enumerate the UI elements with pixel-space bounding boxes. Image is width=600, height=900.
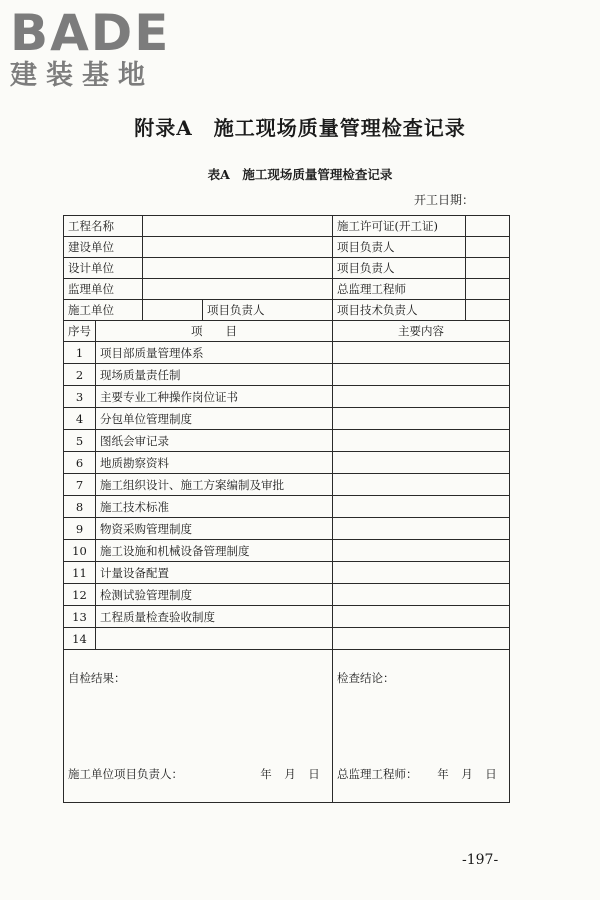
inspection-year: 年 [437, 767, 449, 781]
logo-main-text: BADE [10, 4, 171, 62]
item-number: 1 [64, 342, 96, 364]
item-name: 施工技术标准 [96, 496, 333, 518]
item-name: 物资采购管理制度 [96, 518, 333, 540]
design-unit-value[interactable] [143, 258, 333, 279]
design-unit-label: 设计单位 [64, 258, 143, 279]
self-check-year: 年 [260, 767, 272, 781]
self-check-date [254, 766, 326, 782]
page-number: -197- [462, 852, 499, 868]
item-number: 12 [64, 584, 96, 606]
start-date-label: 开工日期： [414, 193, 475, 207]
item-number: 10 [64, 540, 96, 562]
appendix-title: 附录A 施工现场质量管理检查记录 [134, 116, 466, 140]
item-number: 3 [64, 386, 96, 408]
inspection-date [431, 766, 503, 782]
table-row [64, 496, 510, 518]
item-content[interactable] [333, 408, 510, 430]
signature-row [64, 650, 510, 803]
item-content[interactable] [333, 474, 510, 496]
item-name: 现场质量责任制 [96, 364, 333, 386]
builder-unit-label: 建设单位 [64, 237, 143, 258]
logo-sub-text: 建装基地 [10, 60, 154, 91]
item-number: 13 [64, 606, 96, 628]
project-name-label: 工程名称 [64, 216, 143, 237]
table-row [64, 606, 510, 628]
row-design-unit [64, 258, 510, 279]
inspection-signer: 总监理工程师： [337, 767, 418, 781]
builder-project-lead-label: 项目负责人 [333, 237, 466, 258]
table-row [64, 540, 510, 562]
table-row [64, 518, 510, 540]
item-content[interactable] [333, 584, 510, 606]
construction-unit-value[interactable] [143, 300, 203, 321]
item-content[interactable] [333, 496, 510, 518]
table-row [64, 584, 510, 606]
table-row [64, 430, 510, 452]
item-name: 主要专业工种操作岗位证书 [96, 386, 333, 408]
inspection-record-table [63, 215, 510, 803]
construction-permit-value[interactable] [466, 216, 510, 237]
item-number: 4 [64, 408, 96, 430]
builder-project-lead-value[interactable] [466, 237, 510, 258]
item-name: 项目部质量管理体系 [96, 342, 333, 364]
inspection-conclusion-cell[interactable] [333, 650, 510, 803]
supervision-unit-label: 监理单位 [64, 279, 143, 300]
inspection-month: 月 [461, 767, 473, 781]
item-number: 5 [64, 430, 96, 452]
table-row [64, 408, 510, 430]
item-content[interactable] [333, 364, 510, 386]
inspection-footer [337, 766, 503, 782]
item-content[interactable] [333, 540, 510, 562]
technical-lead-label: 项目技术负责人 [333, 300, 466, 321]
table-row [64, 364, 510, 386]
construction-project-lead-label: 项目负责人 [207, 303, 265, 317]
item-name: 分包单位管理制度 [96, 408, 333, 430]
table-title: 表A 施工现场质量管理检查记录 [207, 167, 393, 182]
item-name [96, 628, 333, 650]
column-header-item: 项 目 [96, 321, 333, 342]
item-name: 施工组织设计、施工方案编制及审批 [96, 474, 333, 496]
item-content[interactable] [333, 562, 510, 584]
project-name-value[interactable] [143, 216, 333, 237]
row-project-name [64, 216, 510, 237]
item-name: 工程质量检查验收制度 [96, 606, 333, 628]
logo [10, 6, 170, 92]
table-row [64, 386, 510, 408]
item-content[interactable] [333, 606, 510, 628]
column-header-content: 主要内容 [333, 321, 510, 342]
item-content[interactable] [333, 452, 510, 474]
item-content[interactable] [333, 430, 510, 452]
item-rows [64, 342, 510, 650]
item-name: 检测试验管理制度 [96, 584, 333, 606]
construction-project-lead [203, 300, 333, 321]
item-number: 6 [64, 452, 96, 474]
item-number: 14 [64, 628, 96, 650]
row-construction-unit [64, 300, 510, 321]
item-name: 计量设备配置 [96, 562, 333, 584]
item-name: 地质勘察资料 [96, 452, 333, 474]
design-project-lead-label: 项目负责人 [333, 258, 466, 279]
item-content[interactable] [333, 518, 510, 540]
supervision-unit-value[interactable] [143, 279, 333, 300]
row-supervision-unit [64, 279, 510, 300]
table-row [64, 342, 510, 364]
item-content[interactable] [333, 386, 510, 408]
item-number: 7 [64, 474, 96, 496]
item-content[interactable] [333, 342, 510, 364]
inspection-day: 日 [485, 767, 497, 781]
construction-permit-label: 施工许可证(开工证) [333, 216, 466, 237]
chief-supervisor-label: 总监理工程师 [333, 279, 466, 300]
builder-unit-value[interactable] [143, 237, 333, 258]
item-name: 施工设施和机械设备管理制度 [96, 540, 333, 562]
self-check-signer: 施工单位项目负责人： [68, 767, 183, 781]
inspection-conclusion-label: 检查结论： [337, 671, 395, 685]
column-header-row [64, 321, 510, 342]
self-check-label: 自检结果： [68, 671, 126, 685]
self-check-footer [68, 766, 326, 782]
table-row [64, 452, 510, 474]
item-content[interactable] [333, 628, 510, 650]
table-row [64, 628, 510, 650]
item-number: 2 [64, 364, 96, 386]
self-check-month: 月 [284, 767, 296, 781]
column-header-seq: 序号 [64, 321, 96, 342]
table-row [64, 562, 510, 584]
item-name: 图纸会审记录 [96, 430, 333, 452]
item-number: 8 [64, 496, 96, 518]
self-check-day: 日 [308, 767, 320, 781]
row-builder-unit [64, 237, 510, 258]
item-number: 11 [64, 562, 96, 584]
item-number: 9 [64, 518, 96, 540]
construction-unit-label: 施工单位 [64, 300, 143, 321]
technical-lead-value[interactable] [466, 300, 510, 321]
chief-supervisor-value[interactable] [466, 279, 510, 300]
design-project-lead-value[interactable] [466, 258, 510, 279]
self-check-cell[interactable] [64, 650, 333, 803]
table-row [64, 474, 510, 496]
